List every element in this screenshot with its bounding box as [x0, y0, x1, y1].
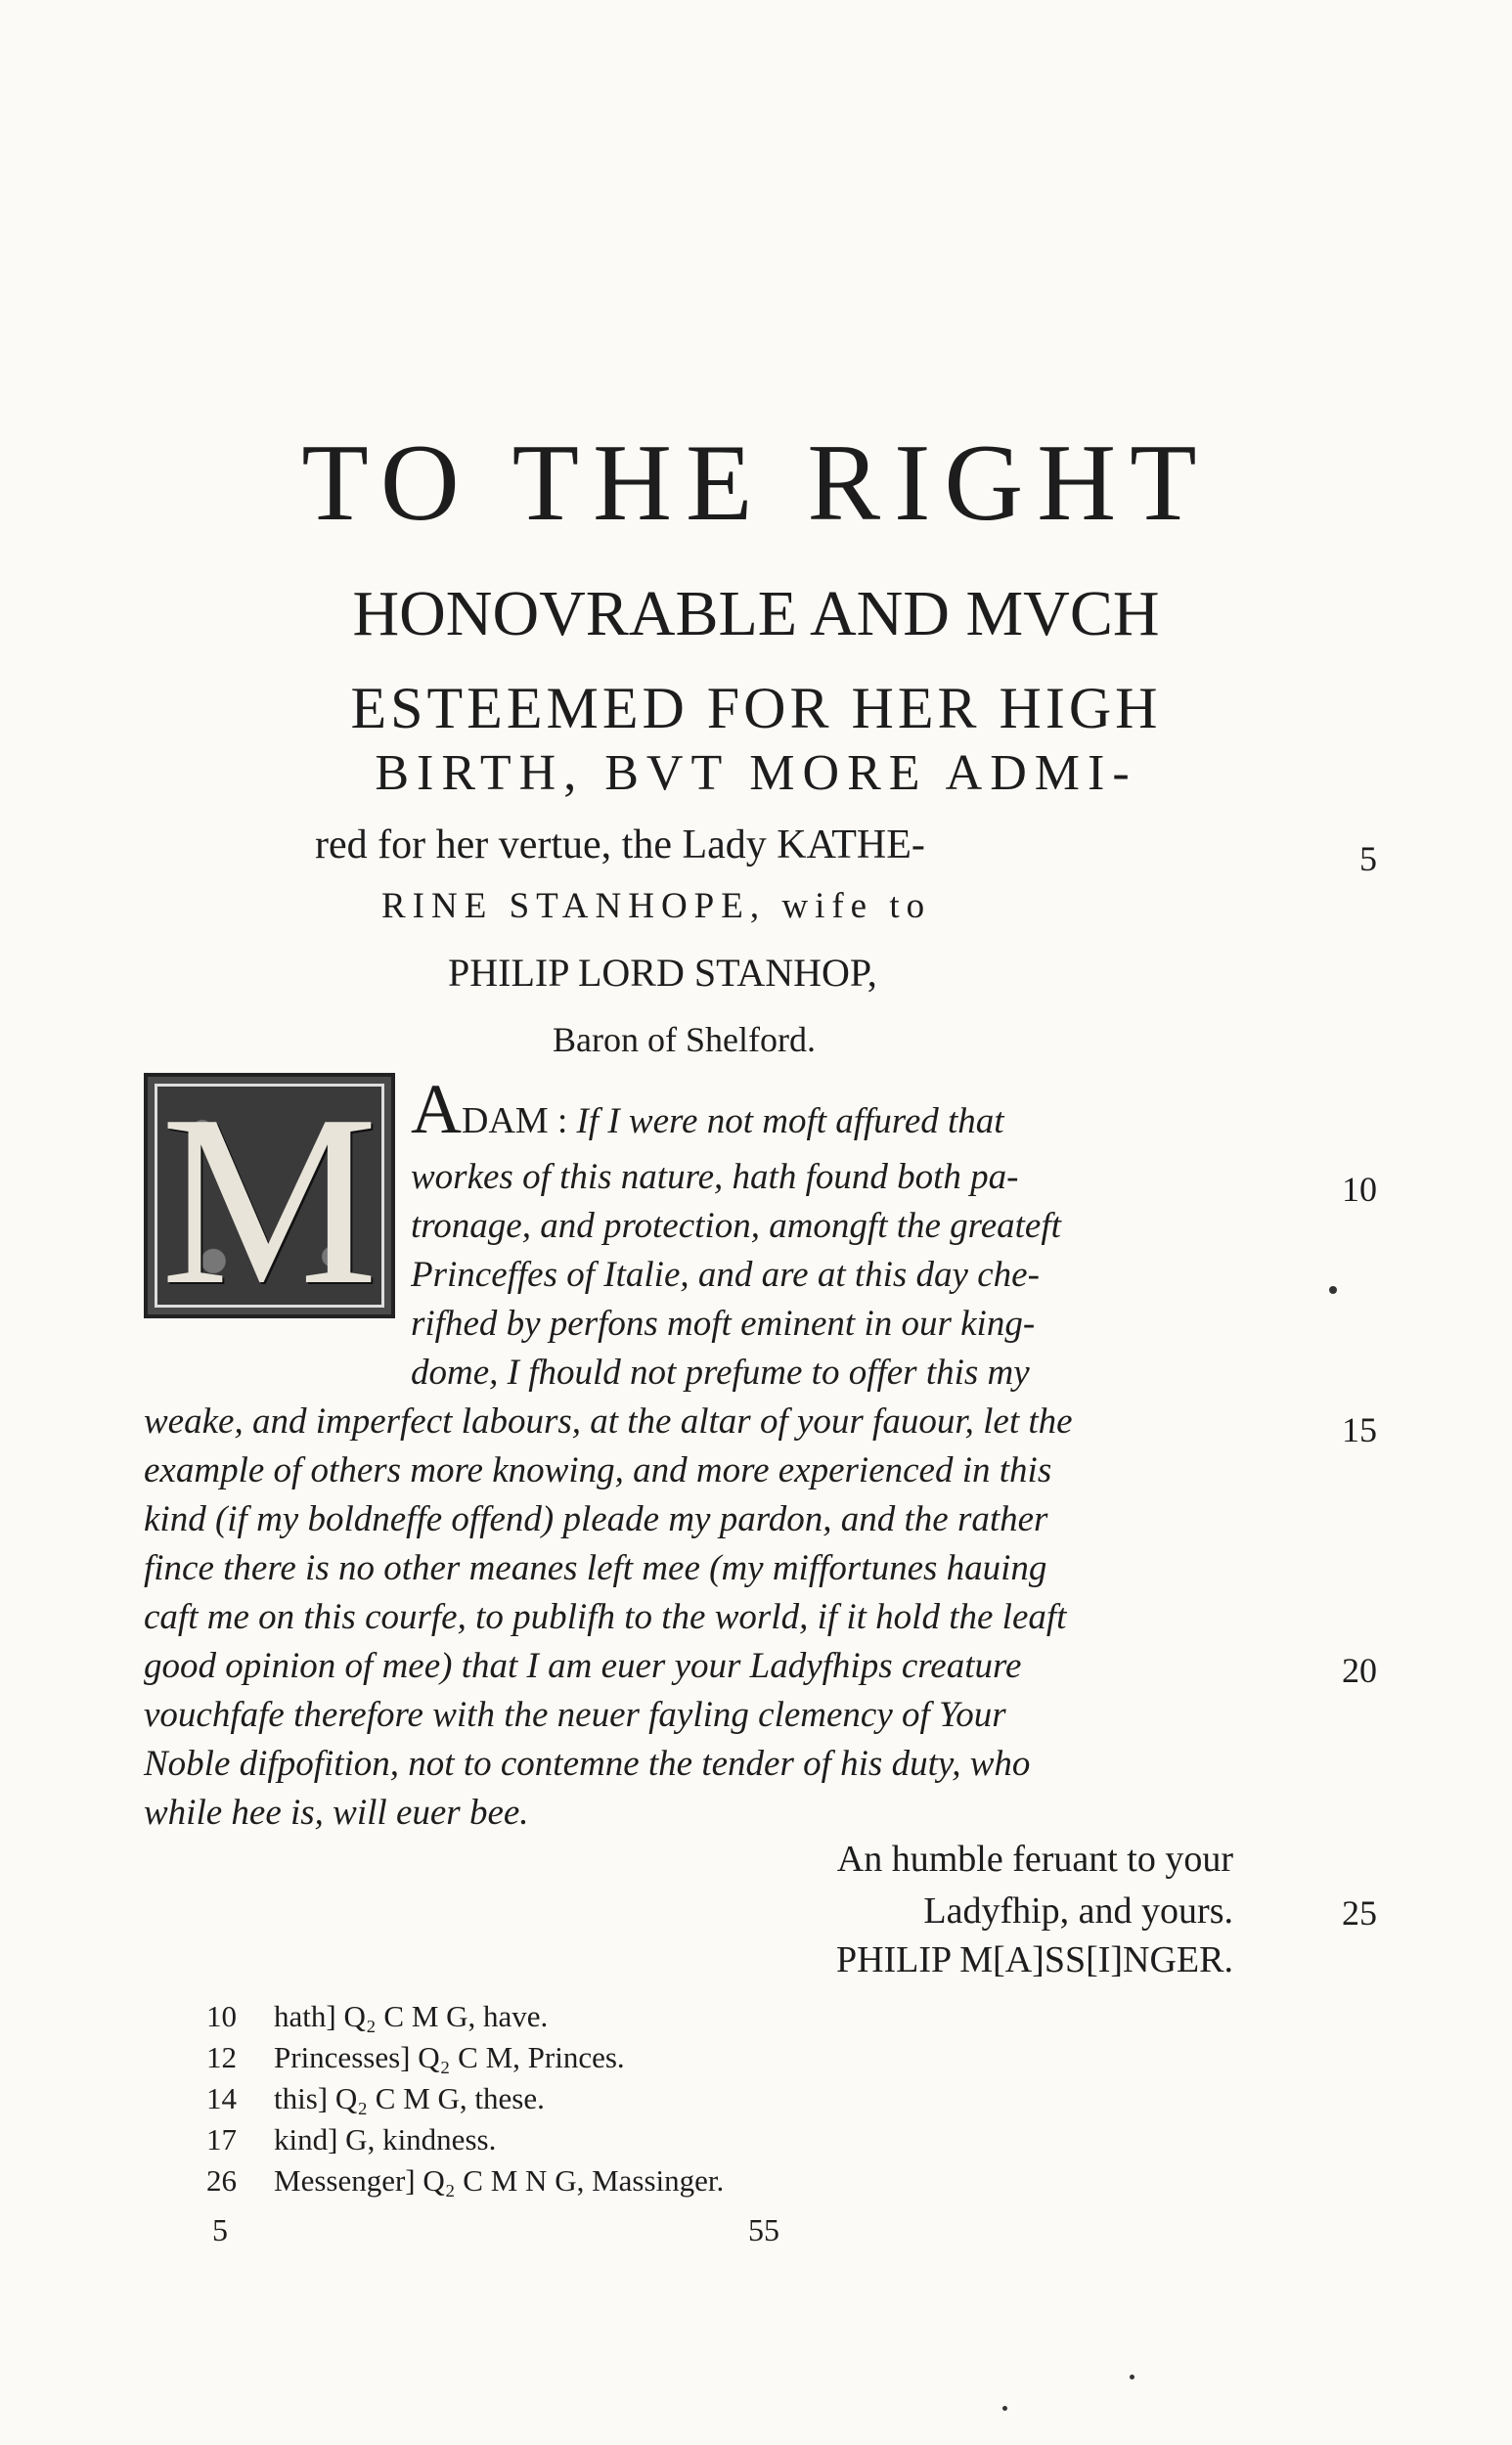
title-line-3: ESTEEMED FOR HER HIGH — [350, 676, 1162, 740]
signature-line-2: Ladyfhip, and yours. — [923, 1890, 1233, 1932]
note-text: this] Q₂ C M G, these. — [274, 2081, 545, 2115]
drop-cap-frame — [155, 1064, 384, 1336]
body-line-13: vouchfafe therefore with the neuer fayling clemency of Your — [144, 1695, 1006, 1735]
title-line-2: HONOVRABLE AND MVCH — [352, 578, 1160, 649]
note-number: 12 — [206, 2040, 237, 2074]
title-line-7: PHILIP LORD STANHOP, — [448, 951, 877, 995]
note-number: 14 — [206, 2081, 237, 2115]
body-line-15: while hee is, will euer bee. — [144, 1793, 529, 1833]
margin-number: 5 — [1359, 839, 1377, 878]
body-line-12: good opinion of mee) that I am euer your Ladyfhips creature — [144, 1646, 1022, 1686]
signature-author: PHILIP M[A]SS[I]NGER. — [835, 1939, 1233, 1980]
body-line-3: tronage, and protection, amongft the greateft — [411, 1206, 1061, 1246]
note-text: Messenger] Q₂ C M N G, Massinger. — [274, 2163, 725, 2198]
opening-initial: A — [411, 1070, 462, 1148]
body-line-6: dome, I fhould not prefume to offer this my — [411, 1353, 1030, 1393]
body-line-8: example of others more knowing, and more experienced in this — [144, 1450, 1052, 1490]
title-line-6: RINE STANHOPE, wife to — [381, 886, 932, 926]
margin-number: 20 — [1342, 1651, 1377, 1690]
title-line-5: red for her vertue, the Lady KATHE- — [315, 822, 925, 867]
opening-colon: : — [548, 1101, 577, 1141]
body-line-5: rifhed by perfons moft eminent in our king- — [411, 1304, 1036, 1344]
body-line-10: fince there is no other meanes left mee (my miffortunes hauing — [144, 1548, 1047, 1588]
opening-word: DAM — [462, 1100, 549, 1141]
note-number: 10 — [206, 1999, 237, 2033]
title-line-1: TO THE RIGHT — [301, 422, 1211, 544]
body-line-1 — [411, 1070, 1004, 1148]
body-line-1-text: If I were not moft affured that — [576, 1101, 1004, 1141]
volume-signature: 5 — [212, 2212, 228, 2247]
body-line-4: Princeffes of Italie, and are at this day che- — [411, 1255, 1040, 1295]
print-speck — [1329, 1286, 1337, 1294]
body-line-9: kind (if my boldneffe offend) pleade my pardon, and the rather — [144, 1499, 1048, 1539]
margin-number: 15 — [1342, 1410, 1377, 1449]
signature-line-1: An humble feruant to your — [836, 1839, 1233, 1880]
margin-number: 25 — [1342, 1893, 1377, 1933]
note-text: Princesses] Q₂ C M, Princes. — [274, 2040, 625, 2074]
drop-cap-letter: M — [160, 1064, 378, 1336]
page-number: 55 — [748, 2212, 779, 2247]
title-line-4: BIRTH, BVT MORE ADMI- — [375, 745, 1137, 801]
drop-cap-ornament — [144, 1064, 395, 1336]
print-speck — [1002, 2406, 1007, 2411]
print-speck — [1130, 2375, 1134, 2379]
margin-number: 10 — [1342, 1170, 1377, 1209]
body-line-7: weake, and imperfect labours, at the altar of your fauour, let the — [144, 1401, 1073, 1442]
body-line-2: workes of this nature, hath found both pa- — [411, 1157, 1019, 1197]
body-line-11: caft me on this courfe, to publifh to the world, if it hold the leaft — [144, 1597, 1067, 1637]
note-number: 17 — [206, 2122, 237, 2156]
body-line-14: Noble difpofition, not to contemne the tender of his duty, who — [144, 1744, 1031, 1784]
title-line-8: Baron of Shelford. — [553, 1020, 816, 1059]
note-text: hath] Q₂ C M G, have. — [274, 1999, 549, 2033]
note-number: 26 — [206, 2163, 237, 2198]
note-text: kind] G, kindness. — [274, 2122, 497, 2156]
